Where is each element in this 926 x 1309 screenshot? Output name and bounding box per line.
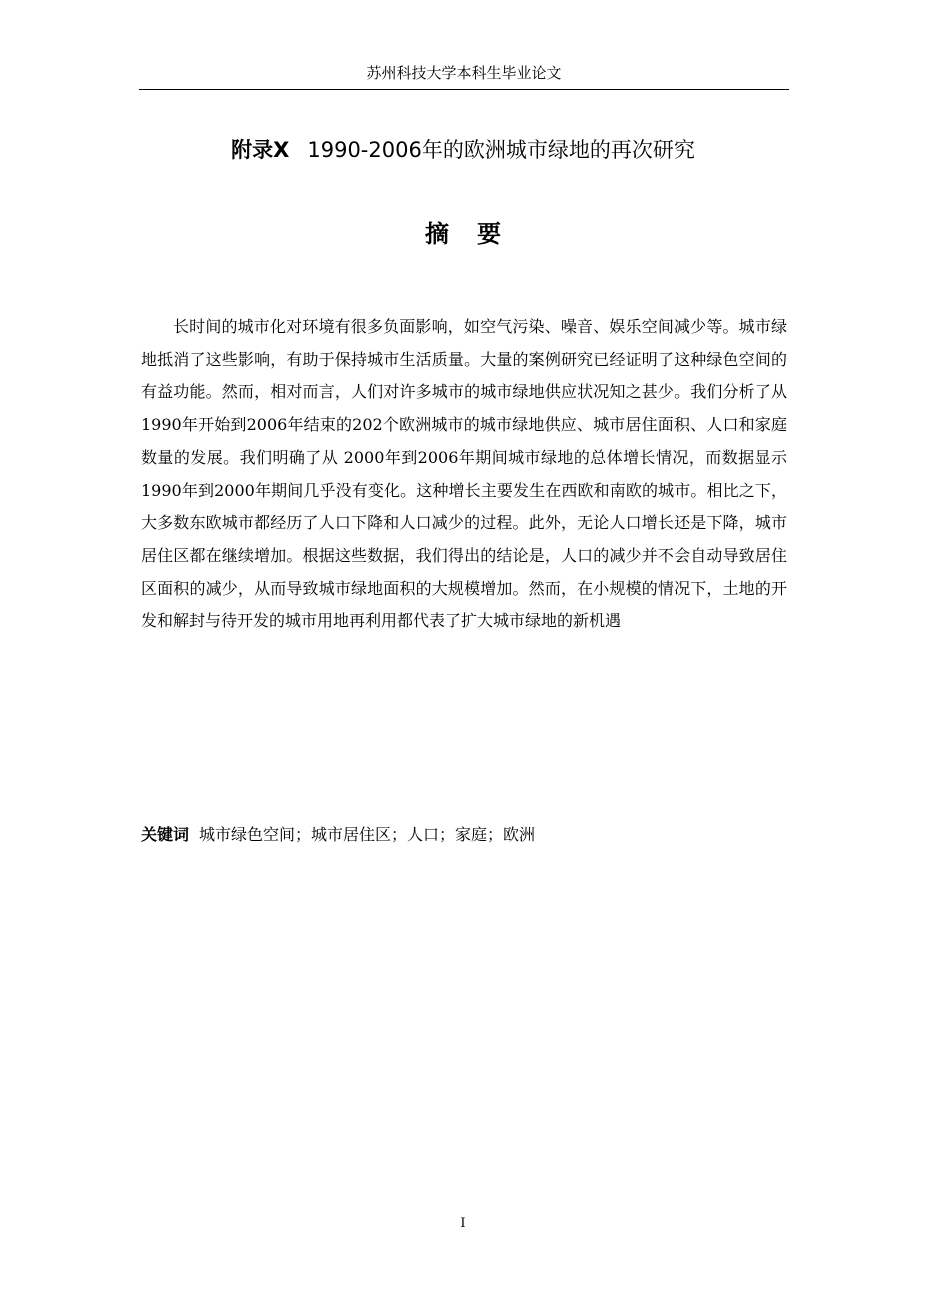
abstract-heading: 摘要: [425, 220, 529, 248]
document-title: [0, 136, 926, 164]
abstract-paragraph: 长时间的城市化对环境有很多负面影响，如空气污染、噪音、娱乐空间减少等。城市绿地抵消了这些影响，有助于保持城市生活质量。大量的案例研究已经证明了这种绿色空间的有益功能。然而，相对而言，人们对许多城市的城市绿地供应状况知之甚少。我们分析了从1990年开始到2006年结束的202个欧洲城市的城市绿地供应、城市居住面积、人口和家庭数量的发展。我们明确了从 2000年到2006年期间城市绿地的总体增长情况，而数据显示1990年到2000年期间几乎没有变化。这种增长主要发生在西欧和南欧的城市。相比之下，大多数东欧城市都经历了人口下降和人口减少的过程。此外，无论人口增长还是下降，城市居住区都在继续增加。根据这些数据，我们得出的结论是，人口的减少并不会自动导致居住区面积的减少，从而导致城市绿地面积的大规模增加。然而，在小规模的情况下，土地的开发和解封与待开发的城市用地再利用都代表了扩大城市绿地的新机遇: [141, 317, 787, 631]
keywords-line: [141, 821, 787, 849]
running-header: 苏州科技大学本科生毕业论文: [366, 64, 562, 82]
keywords-value: 城市绿色空间；城市居住区；人口；家庭；欧洲: [199, 825, 536, 844]
page-number: I: [460, 1216, 466, 1231]
title-text: 1990-2006年的欧洲城市绿地的再次研究: [307, 138, 695, 162]
header-rule: [139, 89, 789, 90]
keywords-label: 关键词: [141, 825, 190, 844]
appendix-label: 附录X: [231, 138, 290, 162]
